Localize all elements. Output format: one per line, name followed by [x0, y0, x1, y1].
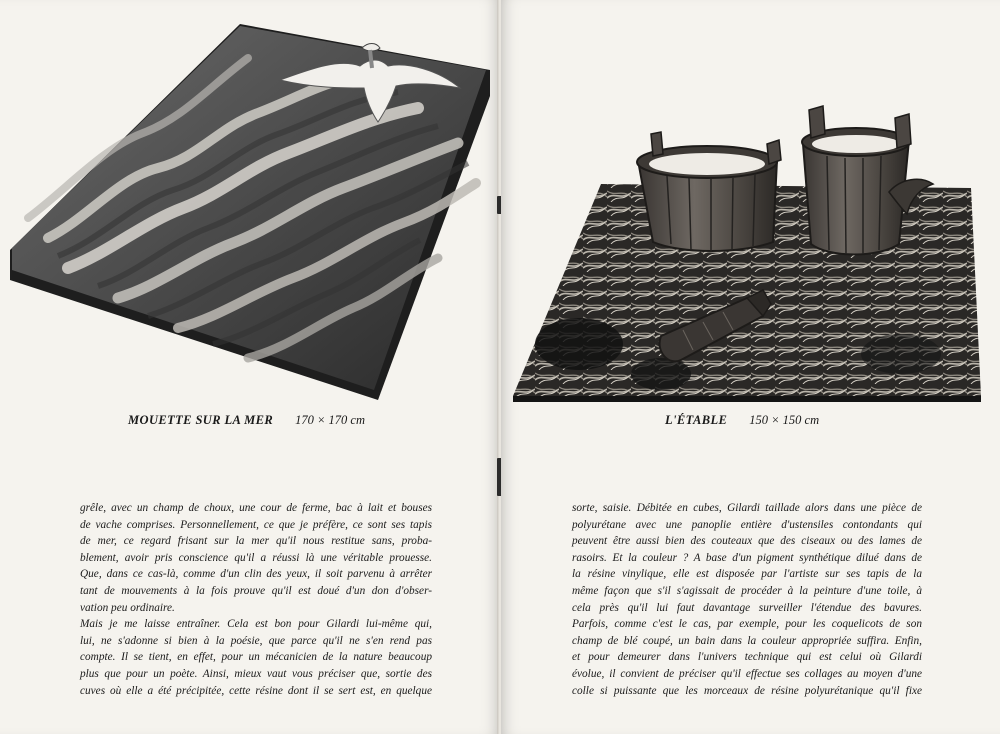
- text-line: cuves où elle a été précipitée, cette résine dont il se sert est, en quelque: [80, 684, 432, 697]
- text-line: colle si puissante que les morceaux de résine polyurétanique qu'il fixe: [572, 684, 922, 697]
- text-line: et pour demeurer dans l'univers technique qui est celui où Gilardi: [572, 651, 922, 664]
- text-line: même façon que s'il s'agissait de procéder à la peinture d'une toile, à: [572, 584, 922, 597]
- right-page: [501, 0, 1000, 734]
- text-line: Mais je me laisse entraîner. Cela est bon pour Gilardi lui-même qui,: [80, 618, 432, 631]
- text-line: blement, avoir pris conscience qu'il a réussi là une véritable prouesse.: [80, 551, 432, 564]
- text-line: compte. Il se tient, en effet, pour un mécanicien de la nature beaucoup: [80, 651, 432, 664]
- caption-title-left: MOUETTE SUR LA MER: [128, 413, 274, 427]
- text-line: cela près qu'il lui faut davantage surveiller l'étendue des bavures.: [572, 601, 922, 614]
- artwork-mouette-sur-la-mer: [8, 18, 494, 406]
- caption-left: [128, 413, 365, 428]
- text-line: Parfois, comme c'est le cas, par exemple, pour les coquelicots de son: [572, 618, 922, 631]
- text-line: grêle, avec un champ de choux, une cour de ferme, bac à lait et bouses: [80, 502, 432, 514]
- text-line: Que, dans ce cas-là, comme d'un clin des yeux, il soit parvenu à arrêter: [80, 568, 432, 581]
- caption-dimensions-left: 170 × 170 cm: [295, 413, 365, 427]
- text-line: tant de mouvements à la fois prouve qu'il est doué d'un don d'obser-: [80, 584, 432, 597]
- text-line: vation peu ordinaire.: [80, 601, 175, 614]
- text-line: plus que pour un poète. Ainsi, mieux vaut vous préciser que, sortie des: [80, 667, 432, 680]
- text-line: évolue, il convient de préciser qu'il effectue ses collages au moyen d'une: [572, 667, 922, 680]
- bucket-left-shape: [637, 132, 781, 252]
- text-line: champ de blé coupé, un bain dans la couleur appropriée suffira. Enfin,: [572, 634, 922, 647]
- text-column-left: [80, 500, 432, 699]
- text-line: rasoirs. Et la couleur ? A base d'un pigment synthétique dilué dans de: [572, 551, 922, 564]
- text-column-right: [572, 500, 922, 699]
- caption-right: [665, 413, 819, 428]
- text-line: la résine vinylique, elle est disposée par l'artiste sur ses tapis de la: [572, 568, 922, 581]
- text-line: de mer, ce regard frisant sur la mer qu'il nous restitue sans, proba-: [80, 535, 432, 548]
- text-line: sorte, saisie. Débitée en cubes, Gilardi taillade alors dans une pièce de: [572, 502, 922, 514]
- text-line: de vache comprises. Personnellement, ce que je préfère, ce sont ses tapis: [80, 518, 432, 531]
- left-page: [0, 0, 499, 734]
- text-line: peuvent être aussi bien des couteaux que des ciseaux ou des lames de: [572, 535, 922, 548]
- text-line: lui, ne s'adonne si bien à la poésie, que parce qu'il ne s'en rend pas: [80, 634, 432, 647]
- artwork-l-etable: [511, 104, 983, 404]
- text-line: polyurétane avec une panoplie entière d'ustensiles contondants qui: [572, 518, 922, 531]
- caption-dimensions-right: 150 × 150 cm: [749, 413, 820, 427]
- caption-title-right: L'ÉTABLE: [665, 413, 728, 427]
